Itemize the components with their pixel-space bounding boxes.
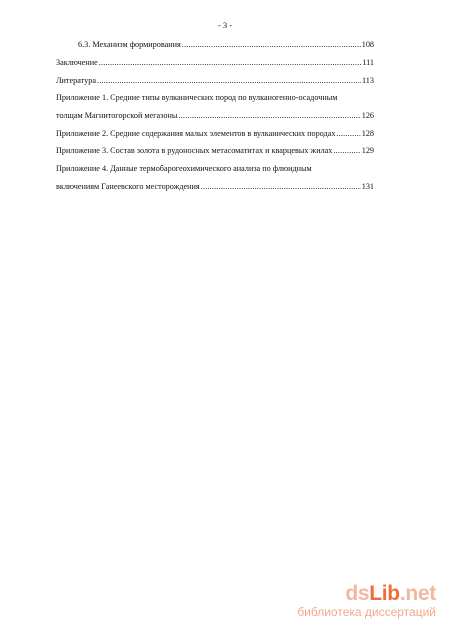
toc-title: толщам Магнитогорской мегазоны [56,110,178,120]
toc-entry-conclusion [56,58,374,68]
toc-leader-dots [182,40,361,50]
dslib-logo: dsLib.net [345,582,436,605]
toc-leader-dots [99,58,362,68]
toc-entry-literature [56,76,374,86]
toc-title: Литература [56,75,96,85]
page-number: - 3 - [217,20,233,30]
dslib-subtitle: библиотека диссертаций [297,605,436,619]
toc-title-line1: Приложение 1. Средние типы вулканических пород по вулканогенно-осадочным [56,93,338,103]
toc-page-number: 111 [362,57,374,67]
toc-title-line1: Приложение 4. Данные термобарогеохимического анализа по флюидным [56,164,312,174]
toc-leader-dots [97,76,361,86]
toc-title: 6.3. Механизм формирования [78,40,181,49]
toc-entry-appendix-4 [56,164,374,192]
toc-title: Заключение [56,57,98,67]
toc-page-number: 128 [361,128,374,138]
toc-leader-dots [333,146,360,156]
toc-entry-appendix-3 [56,146,374,156]
toc-title: Приложение 2. Средние содержания малых элементов в вулканических породах [56,128,336,138]
toc-page-number: 126 [361,110,374,120]
toc-entry-mechanism [56,40,374,50]
toc-leader-dots [178,111,360,121]
toc-leader-dots [336,129,360,139]
toc-entry-appendix-2 [56,129,374,139]
toc-page-number: 108 [361,40,374,49]
toc-leader-dots [201,182,361,192]
toc-title: включениям Ганеевского месторождения [56,181,200,191]
toc-entry-appendix-1 [56,93,374,121]
toc-page-number: 129 [361,146,374,156]
toc-page-number: 113 [362,75,374,85]
table-of-contents [56,40,374,200]
toc-page-number: 131 [361,181,374,191]
dslib-watermark [297,583,436,619]
toc-title: Приложение 3. Состав золота в рудоносных метасоматитах и кварцевых жилах [56,146,333,156]
